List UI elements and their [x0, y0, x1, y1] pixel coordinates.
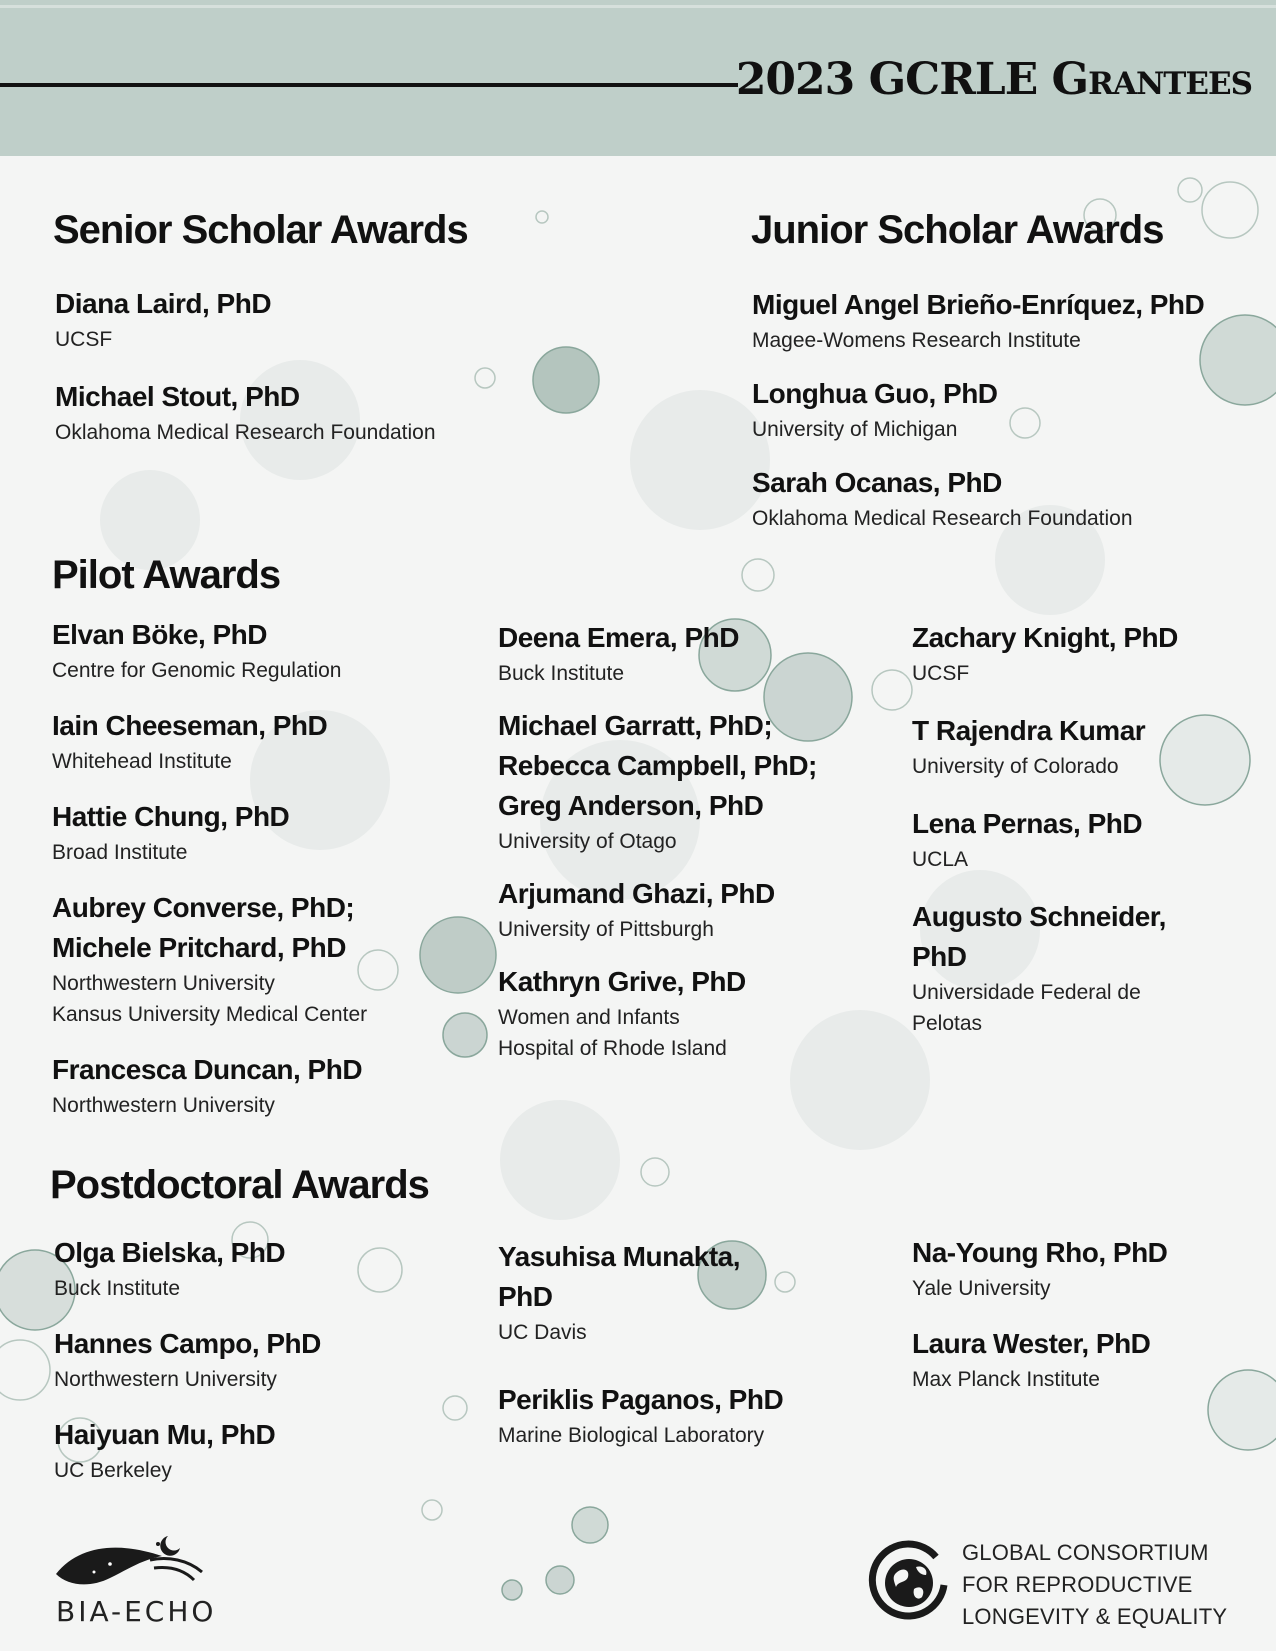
grantee-entry	[912, 711, 1262, 782]
grantee-name-line: Na-Young Rho, PhD	[912, 1237, 1168, 1268]
grantee-name-line: Arjumand Ghazi, PhD	[498, 878, 775, 909]
grantee-name	[52, 706, 472, 746]
grantee-name	[54, 1415, 454, 1455]
grantee-name-line: Deena Emera, PhD	[498, 622, 739, 653]
grantee-institution	[498, 658, 878, 689]
grantee-entry	[498, 874, 878, 945]
grantee-institution	[52, 746, 472, 777]
grantee-name-line: Haiyuan Mu, PhD	[54, 1419, 276, 1450]
gcrle-line-3: LONGEVITY & EQUALITY	[962, 1604, 1228, 1629]
grantee-name-line: Zachary Knight, PhD	[912, 622, 1178, 653]
grantee-institution	[52, 1090, 472, 1121]
grantee-name-line: T Rajendra Kumar	[912, 715, 1146, 746]
grantee-institution	[52, 837, 472, 868]
grantee-institution-line: Oklahoma Medical Research Foundation	[55, 421, 436, 444]
grantee-institution	[498, 1002, 878, 1064]
grantee-entry	[54, 1324, 454, 1395]
grantee-institution	[912, 658, 1262, 689]
grantee-institution-line: Universidade Federal de	[912, 981, 1141, 1004]
grantee-name	[912, 1324, 1262, 1364]
grantee-name-line: PhD	[498, 1281, 553, 1312]
grantee-name	[52, 1050, 472, 1090]
grantee-entry	[912, 1324, 1262, 1395]
postdoc-column-3	[912, 1233, 1262, 1395]
grantee-name-line: Hattie Chung, PhD	[52, 801, 290, 832]
grantee-name	[498, 1237, 878, 1317]
gcrle-name	[962, 1537, 1227, 1633]
grantee-name	[498, 706, 878, 826]
grantee-name-line: Laura Wester, PhD	[912, 1328, 1151, 1359]
grantee-entry	[752, 285, 1272, 356]
postdoc-column-1	[54, 1233, 454, 1486]
grantee-institution-line: Broad Institute	[52, 841, 188, 864]
grantee-institution	[912, 1273, 1262, 1304]
grantee-name-line: Greg Anderson, PhD	[498, 790, 764, 821]
grantee-institution-line: Buck Institute	[54, 1277, 181, 1300]
grantee-entry	[498, 962, 878, 1064]
grantee-name-line: Michael Stout, PhD	[55, 381, 300, 412]
grantee-name	[54, 1324, 454, 1364]
grantee-name-line: Olga Bielska, PhD	[54, 1237, 286, 1268]
grantee-institution-line: Centre for Genomic Regulation	[52, 659, 342, 682]
grantee-name-line: Iain Cheeseman, PhD	[52, 710, 328, 741]
page-title: 2023 GCRLE Grantees	[735, 54, 1252, 105]
grantee-name	[912, 711, 1262, 751]
grantee-institution	[912, 844, 1262, 875]
grantee-institution-line: Max Planck Institute	[912, 1368, 1100, 1391]
grantee-institution-line: Buck Institute	[498, 662, 625, 685]
grantee-name	[752, 463, 1272, 503]
gcrle-globe-logo-icon	[864, 1535, 954, 1625]
grantee-institution	[498, 826, 878, 857]
grantee-institution-line: Kansus University Medical Center	[52, 1003, 368, 1026]
grantee-institution-line: Pelotas	[912, 1012, 983, 1035]
grantee-name-line: Michele Pritchard, PhD	[52, 932, 346, 963]
grantee-institution-line: Northwestern University	[52, 972, 275, 995]
grantee-name-line: PhD	[912, 941, 967, 972]
grantee-institution-line: University of Pittsburgh	[498, 918, 714, 941]
grantee-name-line: Aubrey Converse, PhD;	[52, 892, 355, 923]
grantee-entry	[752, 463, 1272, 534]
grantee-name	[752, 374, 1272, 414]
grantee-name-line: Rebecca Campbell, PhD;	[498, 750, 817, 781]
grantee-institution	[912, 977, 1262, 1039]
grantee-name	[52, 797, 472, 837]
grantee-institution-line: Northwestern University	[54, 1368, 277, 1391]
grantee-entry	[52, 888, 472, 1030]
grantee-institution-line: Hospital of Rhode Island	[498, 1037, 727, 1060]
grantee-entry	[52, 797, 472, 868]
grantee-name-line: Diana Laird, PhD	[55, 288, 272, 319]
grantee-name	[55, 377, 675, 417]
grantee-entry	[55, 284, 675, 355]
grantee-institution-line: UCLA	[912, 848, 969, 871]
junior-section-title: Junior Scholar Awards	[751, 208, 1164, 252]
grantee-name-line: Longhua Guo, PhD	[752, 378, 998, 409]
grantee-institution-line: UCSF	[55, 328, 113, 351]
grantee-institution-line: Oklahoma Medical Research Foundation	[752, 507, 1133, 530]
grantee-entry	[52, 615, 472, 686]
grantee-entry	[752, 374, 1272, 445]
grantee-name	[912, 1233, 1262, 1273]
grantee-institution	[54, 1273, 454, 1304]
grantee-name-line: Yasuhisa Munakta,	[498, 1241, 741, 1272]
gcrle-line-1: GLOBAL CONSORTIUM	[962, 1540, 1209, 1565]
grantee-institution-line: UC Berkeley	[54, 1459, 172, 1482]
grantee-name-line: Kathryn Grive, PhD	[498, 966, 746, 997]
grantee-entry	[52, 1050, 472, 1121]
grantee-name	[752, 285, 1272, 325]
grantee-entry	[54, 1415, 454, 1486]
grantee-entry	[54, 1233, 454, 1304]
bia-echo-label: BIA-ECHO	[56, 1595, 217, 1628]
grantee-institution	[498, 1317, 878, 1348]
grantee-name-line: Elvan Böke, PhD	[52, 619, 268, 650]
grantee-entry	[498, 1380, 878, 1451]
grantee-name-line: Miguel Angel Brieño-Enríquez, PhD	[752, 289, 1205, 320]
grantee-name-line: Hannes Campo, PhD	[54, 1328, 321, 1359]
grantee-name	[52, 615, 472, 655]
senior-section-title: Senior Scholar Awards	[53, 208, 468, 252]
grantee-institution	[752, 414, 1272, 445]
grantee-institution-line: Women and Infants	[498, 1006, 680, 1029]
grantee-institution-line: University of Michigan	[752, 418, 958, 441]
grantee-name	[498, 874, 878, 914]
grantee-name-line: Sarah Ocanas, PhD	[752, 467, 1002, 498]
grantee-entry	[912, 1233, 1262, 1304]
grantee-entry	[498, 706, 878, 857]
grantee-entry	[498, 618, 878, 689]
grantee-institution-line: UCSF	[912, 662, 970, 685]
grantee-institution-line: Marine Biological Laboratory	[498, 1424, 765, 1447]
pilot-column-2	[498, 618, 878, 1064]
grantee-institution-line: UC Davis	[498, 1321, 587, 1344]
grantee-name	[912, 897, 1262, 977]
grantee-institution-line: Yale University	[912, 1277, 1051, 1300]
grantee-name	[54, 1233, 454, 1273]
grantee-name	[52, 888, 472, 968]
postdoc-section-title: Postdoctoral Awards	[50, 1163, 429, 1207]
postdoc-column-2	[498, 1237, 878, 1451]
junior-list	[752, 285, 1272, 534]
pilot-column-1	[52, 615, 472, 1121]
grantee-institution-line: University of Colorado	[912, 755, 1119, 778]
grantee-institution-line: Whitehead Institute	[52, 750, 232, 773]
grantee-name-line: Francesca Duncan, PhD	[52, 1054, 363, 1085]
pilot-column-3	[912, 618, 1262, 1039]
grantee-institution-line: Northwestern University	[52, 1094, 275, 1117]
bia-echo-logo-icon	[50, 1534, 210, 1592]
grantee-entry	[498, 1237, 878, 1348]
pilot-section-title: Pilot Awards	[52, 553, 281, 597]
grantee-entry	[52, 706, 472, 777]
grantee-name	[498, 618, 878, 658]
grantee-name	[498, 1380, 878, 1420]
senior-list	[55, 284, 675, 448]
grantee-name	[55, 284, 675, 324]
grantee-name	[498, 962, 878, 1002]
grantee-institution	[54, 1364, 454, 1395]
grantee-name-line: Augusto Schneider,	[912, 901, 1166, 932]
grantee-institution-line: Magee-Womens Research Institute	[752, 329, 1081, 352]
grantee-institution	[52, 655, 472, 686]
grantee-name-line: Periklis Paganos, PhD	[498, 1384, 784, 1415]
grantee-institution	[752, 325, 1272, 356]
grantee-institution	[52, 968, 472, 1030]
grantee-institution	[54, 1455, 454, 1486]
grantee-institution-line: University of Otago	[498, 830, 677, 853]
grantee-entry	[55, 377, 675, 448]
grantee-entry	[912, 804, 1262, 875]
grantee-name-line: Lena Pernas, PhD	[912, 808, 1143, 839]
grantee-institution	[752, 503, 1272, 534]
grantee-institution	[55, 324, 675, 355]
grantee-institution	[912, 1364, 1262, 1395]
grantee-entry	[912, 897, 1262, 1039]
grantee-name	[912, 618, 1262, 658]
grantee-entry	[912, 618, 1262, 689]
grantee-institution	[55, 417, 675, 448]
gcrle-line-2: FOR REPRODUCTIVE	[962, 1572, 1193, 1597]
grantee-institution	[498, 1420, 878, 1451]
grantee-name-line: Michael Garratt, PhD;	[498, 710, 773, 741]
grantee-institution	[912, 751, 1262, 782]
grantee-institution	[498, 914, 878, 945]
grantee-name	[912, 804, 1262, 844]
